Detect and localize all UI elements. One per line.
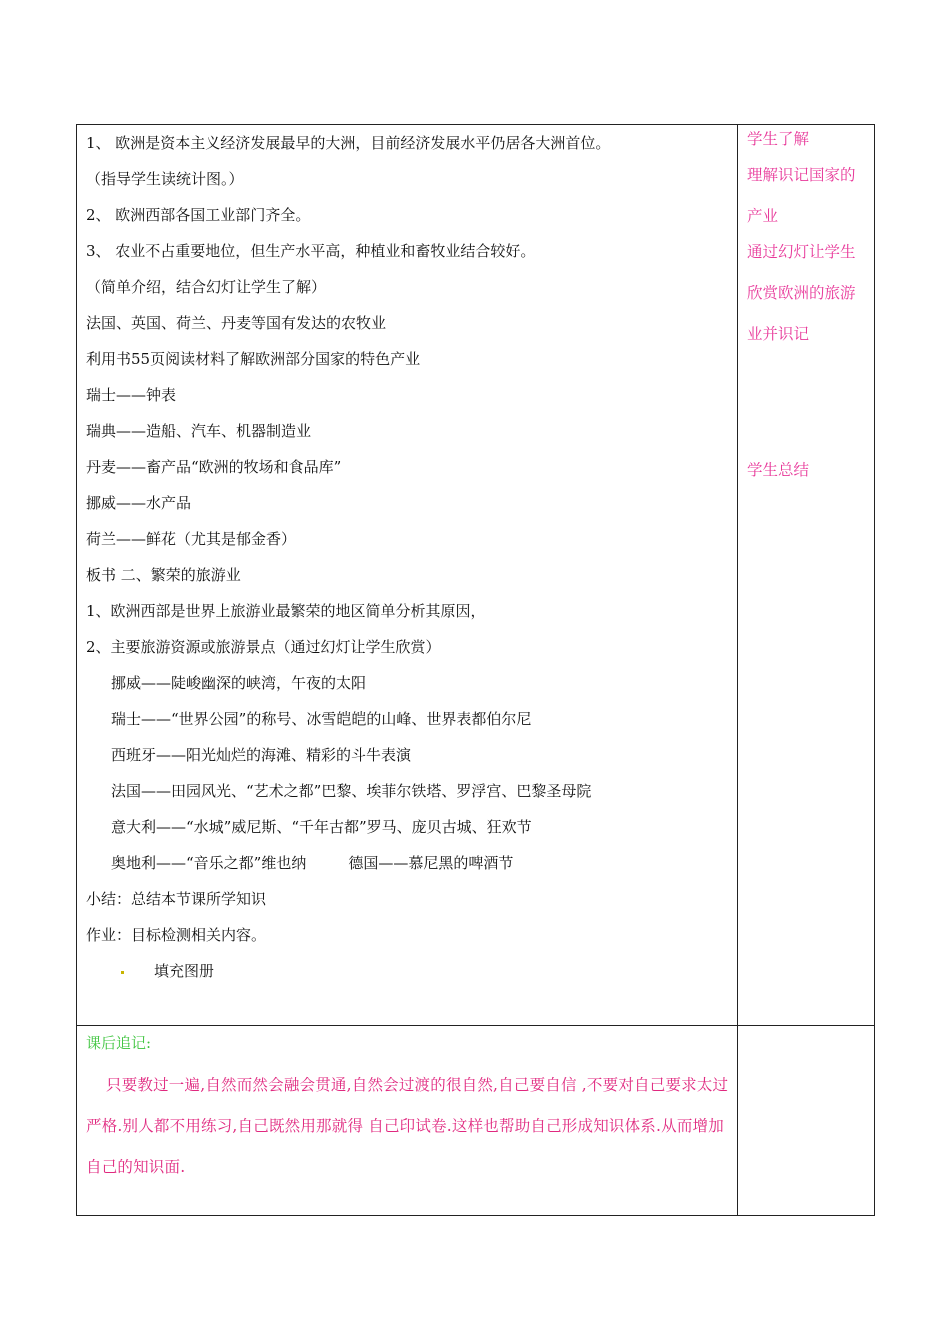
attraction-line: 西班牙——阳光灿烂的海滩、精彩的斗牛表演 xyxy=(111,746,412,764)
after-class-notes xyxy=(86,1031,731,1188)
content-line: （指导学生读统计图。） xyxy=(86,170,244,188)
content-line: 瑞士——钟表 xyxy=(86,386,177,404)
content-line: 法国、英国、荷兰、丹麦等国有发达的农牧业 xyxy=(86,314,387,332)
germany-text: 德国——慕尼黑的啤酒节 xyxy=(348,854,514,872)
content-line: 1、欧洲西部是世界上旅游业最繁荣的地区简单分析其原因， xyxy=(86,602,486,620)
austria-text: 奥地利——“音乐之都”维也纳 xyxy=(111,854,307,872)
attraction-line: 瑞士——“世界公园”的称号、冰雪皑皑的山峰、世界表都伯尔尼 xyxy=(111,710,532,728)
side-note: 学生总结 xyxy=(747,461,810,479)
side-note: 产业 xyxy=(747,207,779,225)
side-note: 欣赏欧洲的旅游 xyxy=(747,284,856,302)
attraction-line: 意大利——“水城”威尼斯、“千年古都”罗马、庞贝古城、狂欢节 xyxy=(111,818,532,836)
teaching-content xyxy=(86,129,726,993)
content-line: 丹麦——畜产品“欧洲的牧场和食品库” xyxy=(86,458,342,476)
content-line: 2、主要旅游资源或旅游景点（通过幻灯让学生欣赏） xyxy=(86,638,441,656)
content-line: （简单介绍，结合幻灯让学生了解） xyxy=(86,278,327,296)
content-line: 荷兰——鲜花（尤其是郁金香） xyxy=(86,530,297,548)
atlas-line xyxy=(86,957,726,993)
content-line: 利用书55页阅读材料了解欧洲部分国家的特色产业 xyxy=(86,350,421,368)
bullet-dot xyxy=(121,971,124,974)
content-line: 瑞典——造船、汽车、机器制造业 xyxy=(86,422,312,440)
lesson-table xyxy=(76,124,875,1216)
content-line: 2、 欧洲西部各国工业部门齐全。 xyxy=(86,206,311,224)
notes-body: 只要教过一遍,自然而然会融会贯通,自然会过渡的很自然,自己要自信 ,不要对自己要求太过严格.别人都不用练习,自己既然用那就得 自己印试卷.这样也帮助自己形成知识体系.从而增加自己的知识面. xyxy=(86,1076,729,1176)
homework-line: 作业：目标检测相关内容。 xyxy=(86,926,267,944)
atlas-text: 填充图册 xyxy=(154,962,215,980)
side-note: 学生了解 xyxy=(747,130,810,148)
side-note: 通过幻灯让学生 xyxy=(747,243,856,261)
side-note: 理解识记国家的 xyxy=(747,166,856,184)
row-divider xyxy=(77,1025,874,1026)
side-note: 业并识记 xyxy=(747,325,810,343)
attraction-line: 挪威——陡峻幽深的峡湾，午夜的太阳 xyxy=(111,674,367,692)
column-divider xyxy=(737,125,738,1215)
section-heading: 板书 二、繁荣的旅游业 xyxy=(86,566,241,584)
content-line: 1、 欧洲是资本主义经济发展最早的大洲，目前经济发展水平仍居各大洲首位。 xyxy=(86,134,611,152)
attraction-line: 法国——田园风光、“艺术之都”巴黎、埃菲尔铁塔、罗浮宫、巴黎圣母院 xyxy=(111,782,592,800)
attraction-line-pair xyxy=(86,849,726,885)
notes-title: 课后追记: xyxy=(86,1034,152,1052)
content-line: 3、 农业不占重要地位，但生产水平高，种植业和畜牧业结合较好。 xyxy=(86,242,536,260)
content-line: 挪威——水产品 xyxy=(86,494,192,512)
summary-line: 小结：总结本节课所学知识 xyxy=(86,890,267,908)
